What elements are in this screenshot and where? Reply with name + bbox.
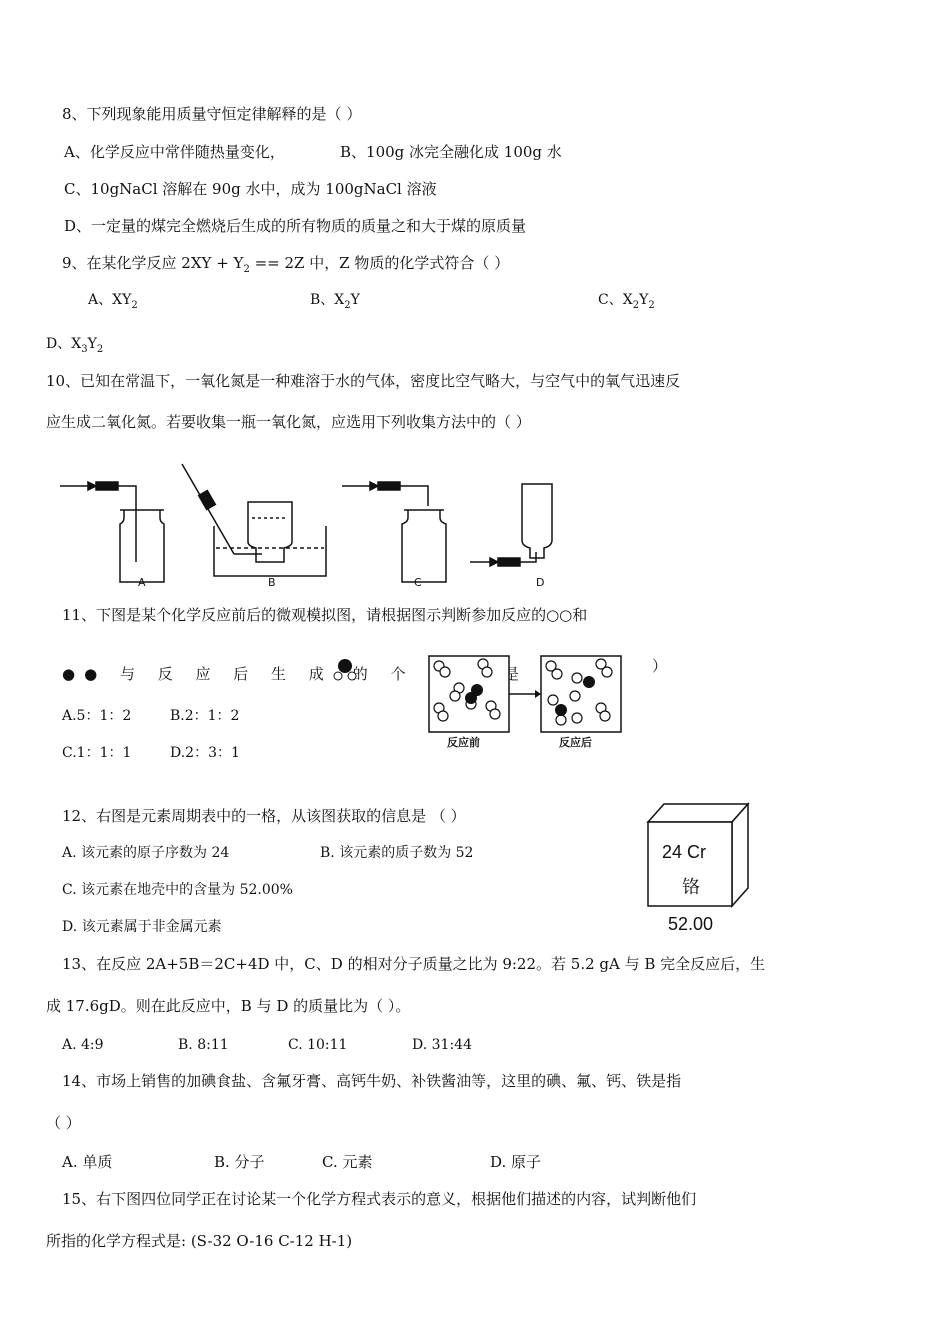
q13-option-b: B. 8:11 <box>178 1037 229 1053</box>
q11-line2-close: ） <box>652 657 668 675</box>
q12-option-b: B. 该元素的质子数为 52 <box>320 845 474 861</box>
q14-option-d: D. 原子 <box>490 1153 542 1171</box>
q14-option-a: A. 单质 <box>62 1153 113 1171</box>
q12-stem: 12、右图是元素周期表中的一格，从该图获取的信息是 （ ） <box>62 807 466 825</box>
q9-option-a: A、$XY_2$ <box>88 292 138 311</box>
q8-option-b: B、100g 冰完全融化成 100g 水 <box>340 143 562 161</box>
q14-line1: 14、市场上销售的加碘食盐、含氟牙膏、高钙牛奶、补铁酱油等，这里的碘、氟、钙、铁是指 <box>62 1072 682 1090</box>
q11-option-d: D.2：3：1 <box>170 745 240 761</box>
label-before-reaction: 反应前 <box>447 736 480 749</box>
q15-line2: 所指的化学方程式是: (S-32 O-16 C-12 H-1) <box>46 1232 353 1250</box>
q10-line1: 10、已知在常温下，一氧化氮是一种难溶于水的气体，密度比空气略大，与空气中的氧气迅速反 <box>46 372 681 390</box>
label-after-reaction: 反应后 <box>559 736 592 749</box>
reaction-diagram <box>425 652 635 752</box>
q8-stem: 8、下列现象能用质量守恒定律解释的是（ ） <box>62 105 362 123</box>
q11-option-a: A.5：1：2 <box>62 708 132 724</box>
q13-line2: 成 17.6gD。则在此反应中，B 与 D 的质量比为（ ）。 <box>46 997 411 1015</box>
q12-option-d: D. 该元素属于非金属元素 <box>62 919 222 935</box>
q12-option-c: C. 该元素在地壳中的含量为 52.00% <box>62 882 293 898</box>
element-mass: 52.00 <box>668 914 714 934</box>
product-molecule-icon <box>333 656 357 684</box>
q9-option-d: D、$X_3Y_2$ <box>46 336 104 355</box>
q13-option-d: D. 31:44 <box>412 1037 472 1053</box>
q13-line1: 13、在反应 2A+5B＝2C+4D 中，C、D 的相对分子质量之比为 9:22。若 5.2 gA 与 B 完全反应后，生 <box>62 955 766 973</box>
q11-option-c: C.1：1：1 <box>62 745 132 761</box>
q9-option-b: B、$X_2Y$ <box>310 292 360 311</box>
q14-option-b: B. 分子 <box>214 1153 265 1171</box>
q8-option-c: C、10gNaCl 溶解在 90g 水中，成为 100gNaCl 溶液 <box>64 180 437 198</box>
figure-label-b: B <box>268 576 276 589</box>
q9-option-c: C、$X_2Y_2$ <box>598 292 655 311</box>
q11-option-b: B.2：1：2 <box>170 708 240 724</box>
figure-label-d: D <box>536 576 545 589</box>
q14-line2: （ ） <box>46 1114 81 1132</box>
q13-option-a: A. 4:9 <box>62 1037 104 1053</box>
q10-line2: 应生成二氧化氮。若要收集一瓶一氧化氮，应选用下列收集方法中的（ ） <box>46 413 531 431</box>
q11-line2: ●● 与 反 应 后 生 成 的 个 是 <box>62 656 566 684</box>
q12-option-a: A. 该元素的原子序数为 24 <box>62 845 230 861</box>
q8-option-d: D、一定量的煤完全燃烧后生成的所有物质的质量之和大于煤的原质量 <box>64 217 527 235</box>
q14-option-c: C. 元素 <box>322 1153 373 1171</box>
figure-label-c: C <box>414 576 422 589</box>
q11-stem: 11、下图是某个化学反应前后的微观模拟图，请根据图示判断参加反应的○○和 <box>62 606 588 624</box>
gas-collection-figure <box>52 462 572 592</box>
q13-option-c: C. 10:11 <box>288 1037 348 1053</box>
figure-label-a: A <box>138 576 146 589</box>
q15-line1: 15、右下图四位同学正在讨论某一个化学方程式表示的意义，根据他们描述的内容，试判断他们 <box>62 1190 697 1208</box>
element-name: 铬 <box>682 877 700 898</box>
q9-stem: 9、在某化学反应 $2XY + Y_2 == 2Z$ 中，Z 物质的化学式符合（ ） <box>62 254 510 275</box>
element-number-symbol: 24 Cr <box>662 842 707 862</box>
q8-option-a: A、化学反应中常伴随热量变化， <box>64 143 285 161</box>
